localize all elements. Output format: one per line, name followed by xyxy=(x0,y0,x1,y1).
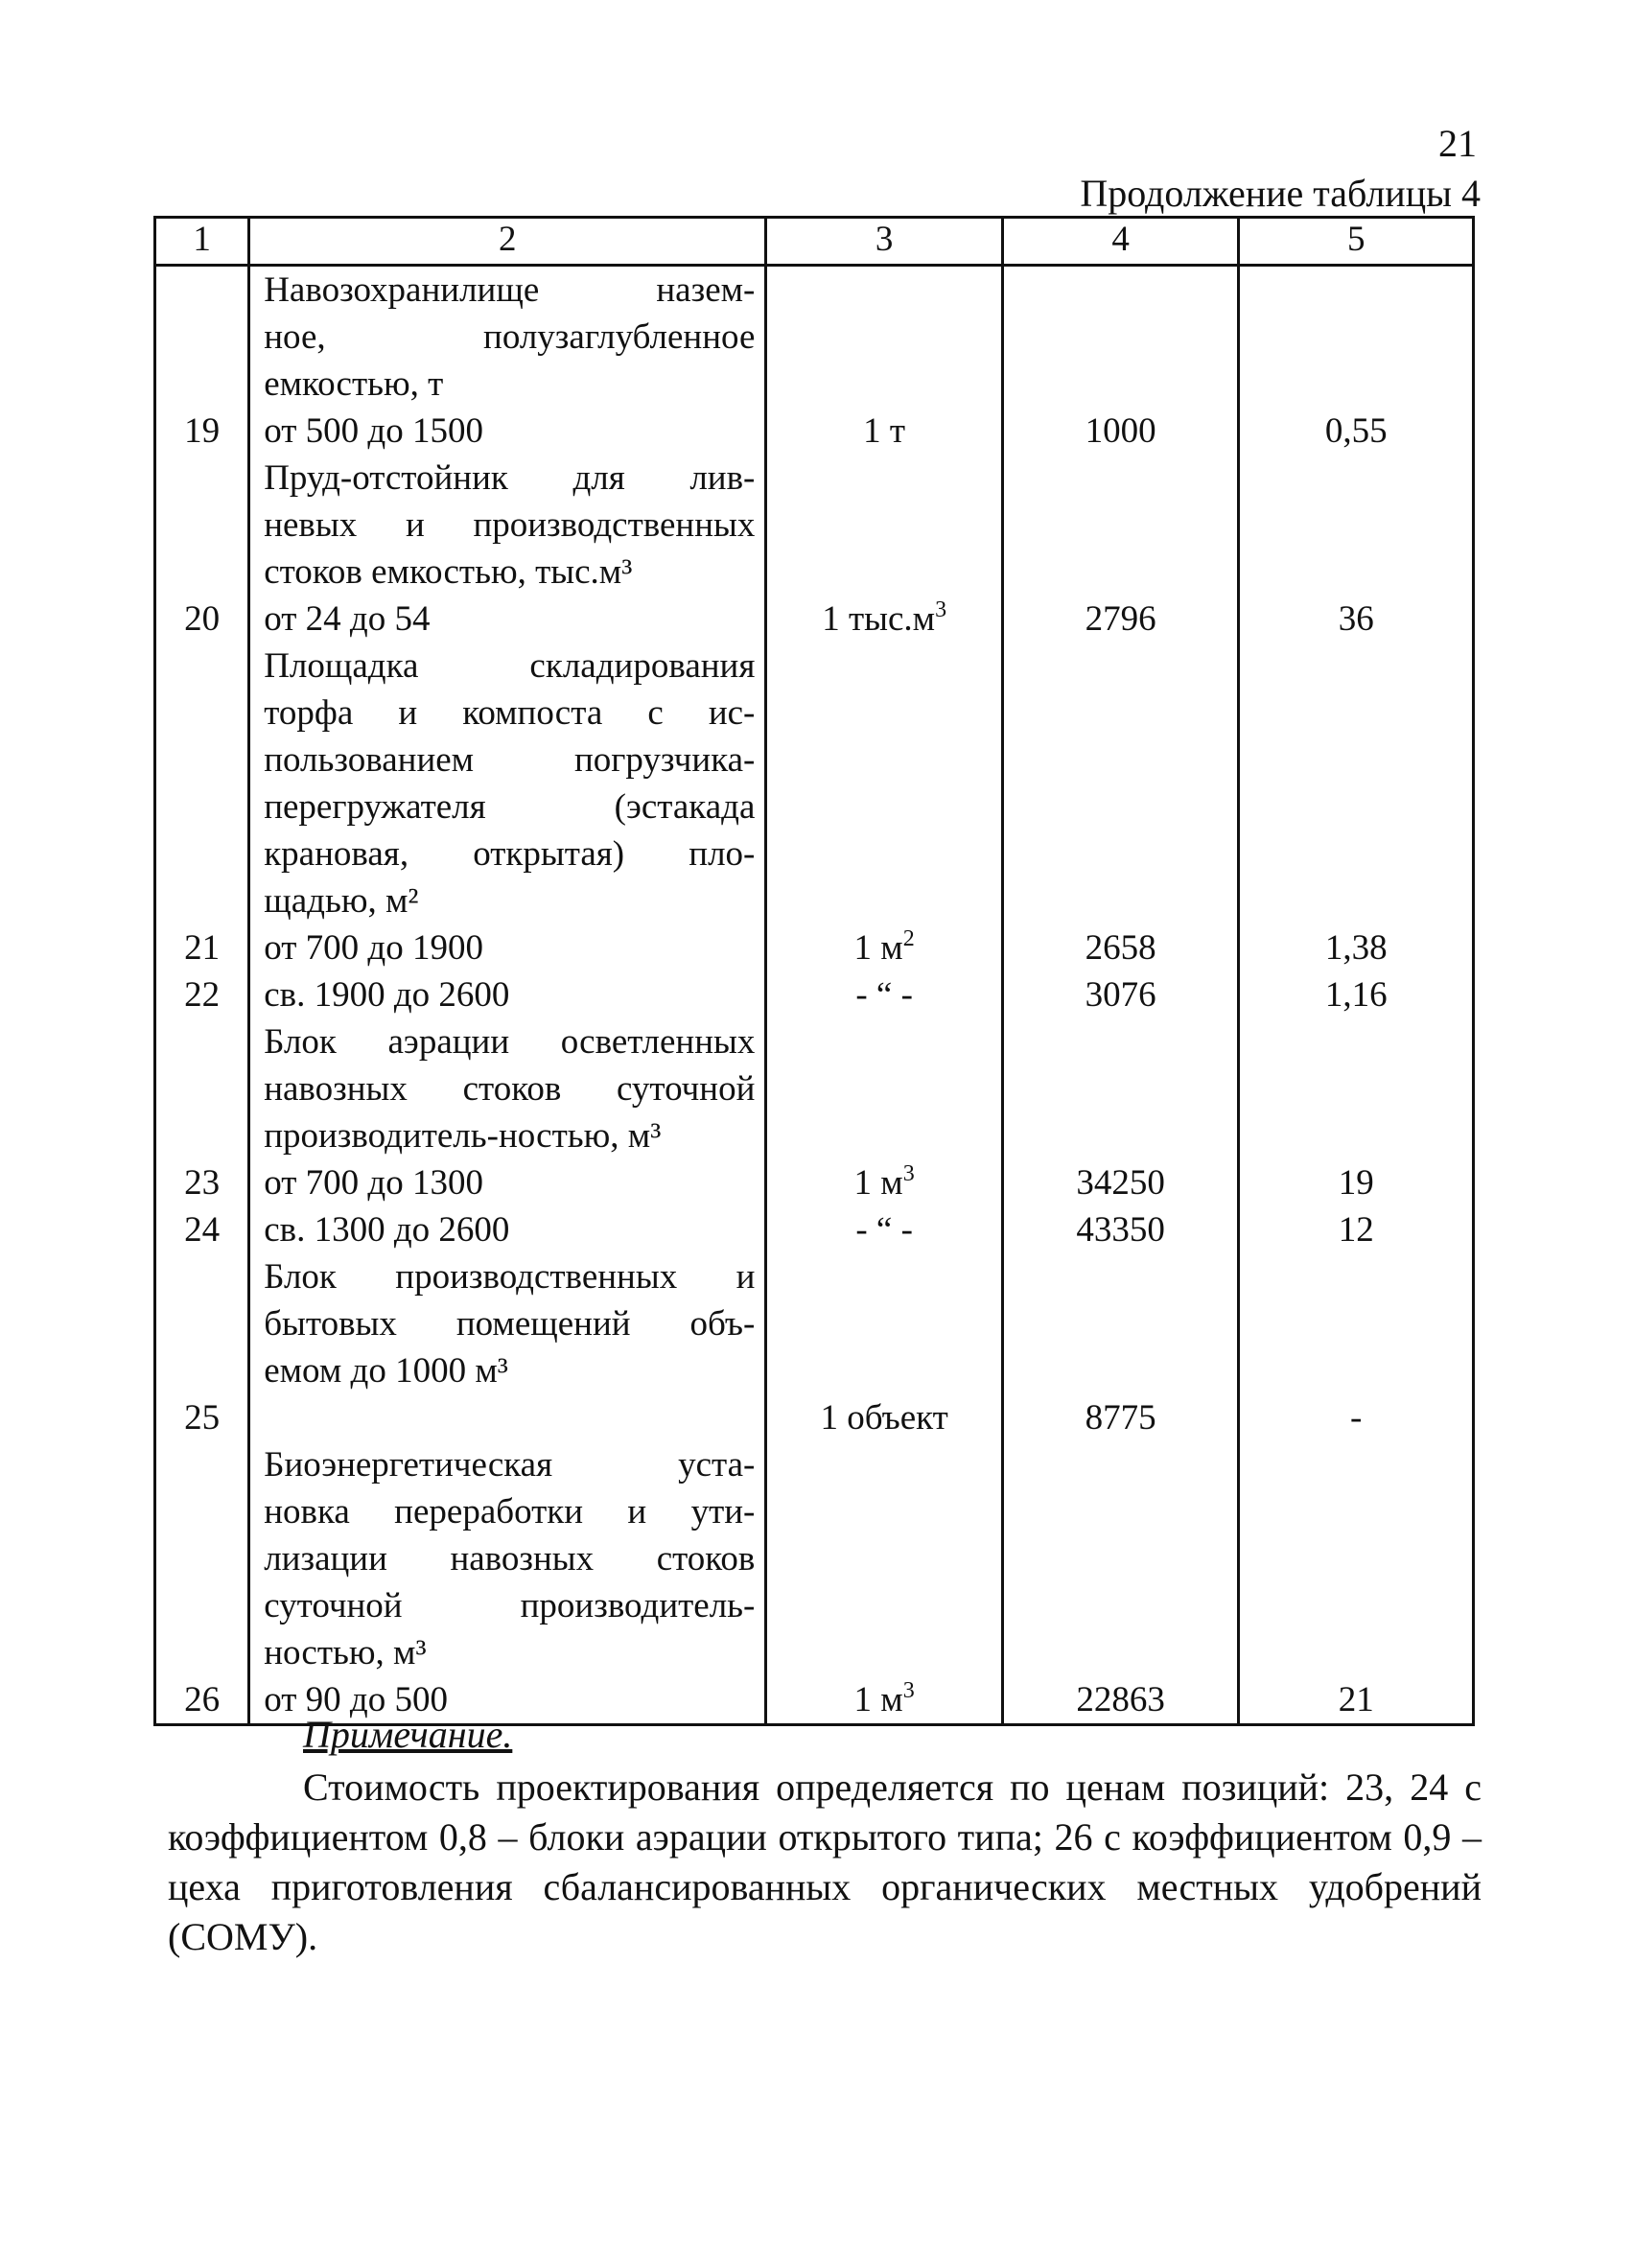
spacer xyxy=(767,314,1001,361)
row-number: 25 xyxy=(184,1398,221,1438)
size-range: от 700 до 1300 xyxy=(264,1163,483,1203)
description-cell xyxy=(249,455,766,643)
spacer xyxy=(156,1629,247,1676)
description-line: бытовых помещений объ- xyxy=(264,1304,756,1344)
spacer xyxy=(767,502,1001,549)
page-number: 21 xyxy=(1438,122,1477,165)
spacer xyxy=(1240,1065,1472,1112)
description-cell xyxy=(249,1441,766,1725)
row-number: 20 xyxy=(184,599,221,639)
unit-cell xyxy=(766,1206,1003,1253)
spacer xyxy=(1240,267,1472,314)
base-price-cell xyxy=(1002,1253,1239,1441)
spacer xyxy=(1240,455,1472,502)
spacer xyxy=(156,1347,247,1394)
unit-price-value: 12 xyxy=(1338,1210,1374,1250)
spacer xyxy=(767,1253,1001,1300)
column-header: 4 xyxy=(1002,218,1239,266)
description-cell xyxy=(249,643,766,971)
unit-value xyxy=(767,1394,1001,1441)
spacer xyxy=(156,643,247,690)
description-cell xyxy=(249,971,766,1018)
spacer xyxy=(156,314,247,361)
description-cell xyxy=(249,266,766,456)
spacer xyxy=(156,877,247,924)
spacer xyxy=(1240,314,1472,361)
base-price-value: 22863 xyxy=(1076,1680,1165,1719)
column-header: 5 xyxy=(1239,218,1474,266)
table-header-row xyxy=(155,218,1474,266)
spacer xyxy=(1004,783,1238,830)
base-price-cell xyxy=(1002,1441,1239,1725)
note-text: Стоимость проектирования определяется по ценам позиций: 23, 24 с коэффициентом 0,8 – блоки аэрации открытого типа; 26 с коэффициентом 0,9 – цеха приготовления сбалансированных органических местных удобрений (СОМУ). xyxy=(168,1765,1482,1958)
table-row xyxy=(155,643,1474,971)
unit-price-cell xyxy=(1239,266,1474,456)
unit-exponent: 2 xyxy=(902,926,915,951)
table-row xyxy=(155,266,1474,456)
unit-price-value: 1,38 xyxy=(1324,928,1388,968)
description-line: навозных стоков суточной xyxy=(264,1069,756,1109)
unit-text: 1 т xyxy=(863,411,906,451)
row-number: 23 xyxy=(184,1163,221,1203)
spacer xyxy=(1240,737,1472,783)
row-number-cell xyxy=(155,1206,249,1253)
spacer xyxy=(1004,643,1238,690)
spacer xyxy=(1240,1347,1472,1394)
spacer xyxy=(767,690,1001,737)
unit-cell xyxy=(766,266,1003,456)
row-number-cell xyxy=(155,1253,249,1441)
description-line: перегружателя (эстакада xyxy=(264,787,756,827)
spacer xyxy=(767,783,1001,830)
description-cell xyxy=(249,1018,766,1206)
description-line: крановая, открытая) пло- xyxy=(264,834,756,874)
row-number-cell xyxy=(155,971,249,1018)
size-range: от 700 до 1900 xyxy=(264,928,483,968)
spacer xyxy=(767,1300,1001,1347)
spacer xyxy=(1240,1018,1472,1065)
spacer xyxy=(767,267,1001,314)
unit-text: 1 м xyxy=(853,1680,903,1719)
row-number-cell xyxy=(155,455,249,643)
spacer xyxy=(156,690,247,737)
description-line: ное, полузаглубленное xyxy=(264,317,756,357)
table-row xyxy=(155,971,1474,1018)
unit-price-cell xyxy=(1239,455,1474,643)
spacer xyxy=(1004,267,1238,314)
spacer xyxy=(1240,1582,1472,1629)
spacer xyxy=(767,549,1001,596)
unit-price-value: 1,16 xyxy=(1324,975,1388,1015)
spacer xyxy=(1240,1300,1472,1347)
base-price-value: 2658 xyxy=(1085,928,1156,968)
unit-price-value: - xyxy=(1350,1398,1363,1438)
size-range: от 24 до 54 xyxy=(264,599,431,639)
spacer xyxy=(767,1582,1001,1629)
row-number: 26 xyxy=(184,1680,221,1719)
description-line: торфа и компоста с ис- xyxy=(264,693,756,733)
spacer xyxy=(1240,643,1472,690)
unit-price-cell xyxy=(1239,971,1474,1018)
spacer xyxy=(767,1441,1001,1488)
base-price-value: 8775 xyxy=(1085,1398,1156,1438)
cost-table xyxy=(153,216,1475,1726)
description-line: Площадка складирования xyxy=(264,646,756,686)
description-line: ностью, м³ xyxy=(264,1633,427,1672)
spacer xyxy=(1240,1253,1472,1300)
row-number-cell xyxy=(155,266,249,456)
spacer xyxy=(767,1535,1001,1582)
spacer xyxy=(767,1347,1001,1394)
spacer xyxy=(156,361,247,408)
base-price-value: 3076 xyxy=(1085,975,1156,1015)
description-line: стоков емкостью, тыс.м³ xyxy=(264,552,633,592)
spacer xyxy=(1240,783,1472,830)
unit-text: 1 м xyxy=(853,928,903,968)
size-range: от 500 до 1500 xyxy=(264,411,483,451)
spacer xyxy=(767,643,1001,690)
unit-cell xyxy=(766,643,1003,971)
row-number: 21 xyxy=(184,928,221,968)
base-price-value: 1000 xyxy=(1085,411,1156,451)
description-line: суточной производитель- xyxy=(264,1586,756,1625)
unit-price-cell xyxy=(1239,1253,1474,1441)
spacer xyxy=(1004,877,1238,924)
spacer xyxy=(1240,830,1472,877)
spacer xyxy=(156,502,247,549)
spacer xyxy=(1004,830,1238,877)
spacer xyxy=(156,455,247,502)
unit-value xyxy=(767,924,1001,971)
unit-exponent: 3 xyxy=(902,1161,915,1186)
unit-value xyxy=(767,1206,1001,1253)
description-cell xyxy=(249,1206,766,1253)
spacer xyxy=(1004,1535,1238,1582)
spacer xyxy=(156,1300,247,1347)
spacer xyxy=(767,1629,1001,1676)
unit-cell xyxy=(766,1253,1003,1441)
spacer xyxy=(156,1488,247,1535)
column-header: 3 xyxy=(766,218,1003,266)
unit-price-value: 21 xyxy=(1338,1680,1374,1719)
table-row xyxy=(155,1441,1474,1725)
spacer xyxy=(1240,1629,1472,1676)
spacer xyxy=(156,1535,247,1582)
spacer xyxy=(156,783,247,830)
size-range: св. 1300 до 2600 xyxy=(264,1210,510,1250)
spacer xyxy=(1004,1300,1238,1347)
unit-exponent: 3 xyxy=(902,1678,915,1703)
spacer xyxy=(1240,361,1472,408)
spacer xyxy=(767,737,1001,783)
unit-value xyxy=(767,408,1001,455)
unit-value xyxy=(767,1159,1001,1206)
base-price-value: 43350 xyxy=(1076,1210,1165,1250)
spacer xyxy=(1004,1018,1238,1065)
spacer xyxy=(767,361,1001,408)
unit-text: 1 м xyxy=(853,1163,903,1203)
description-line: Навозохранилище назем- xyxy=(264,270,756,310)
description-line: производитель-ностью, м³ xyxy=(264,1116,662,1156)
spacer xyxy=(1004,455,1238,502)
spacer xyxy=(1240,1535,1472,1582)
base-price-cell xyxy=(1002,1018,1239,1206)
base-price-value: 34250 xyxy=(1076,1163,1165,1203)
unit-text: - “ - xyxy=(855,1210,913,1250)
table-row xyxy=(155,1018,1474,1206)
description-line: Пруд-отстойник для лив- xyxy=(264,458,756,498)
spacer xyxy=(1004,361,1238,408)
unit-price-value: 19 xyxy=(1338,1163,1374,1203)
spacer xyxy=(156,1582,247,1629)
base-price-cell xyxy=(1002,643,1239,971)
spacer xyxy=(1004,1112,1238,1159)
unit-price-cell xyxy=(1239,1018,1474,1206)
spacer xyxy=(156,549,247,596)
unit-value xyxy=(767,596,1001,643)
spacer xyxy=(1004,1629,1238,1676)
spacer xyxy=(1004,1065,1238,1112)
spacer xyxy=(767,1112,1001,1159)
description-line: Блок аэрации осветленных xyxy=(264,1022,756,1062)
description-cell xyxy=(249,1253,766,1441)
spacer xyxy=(1240,1441,1472,1488)
size-range: св. 1900 до 2600 xyxy=(264,975,510,1015)
unit-price-cell xyxy=(1239,1441,1474,1725)
size-range: от 90 до 500 xyxy=(264,1680,448,1719)
description-line: Блок производственных и xyxy=(264,1257,756,1297)
description-line: емом до 1000 м³ xyxy=(264,1351,508,1391)
spacer xyxy=(1004,1347,1238,1394)
column-header: 2 xyxy=(249,218,766,266)
unit-price-cell xyxy=(1239,1206,1474,1253)
table-row xyxy=(155,1206,1474,1253)
spacer xyxy=(1004,1488,1238,1535)
spacer xyxy=(1240,877,1472,924)
spacer xyxy=(156,1112,247,1159)
row-number: 24 xyxy=(184,1210,221,1250)
description-line: невых и производственных xyxy=(264,505,756,545)
unit-value xyxy=(767,971,1001,1018)
row-number: 22 xyxy=(184,975,221,1015)
spacer xyxy=(767,1065,1001,1112)
spacer xyxy=(1004,737,1238,783)
spacer xyxy=(1004,502,1238,549)
unit-text: 1 тыс.м xyxy=(822,599,936,639)
spacer xyxy=(767,877,1001,924)
row-number: 19 xyxy=(184,411,221,451)
spacer xyxy=(156,1018,247,1065)
spacer xyxy=(156,737,247,783)
unit-cell xyxy=(766,1441,1003,1725)
row-number-cell xyxy=(155,1441,249,1725)
spacer xyxy=(1004,549,1238,596)
base-price-cell xyxy=(1002,455,1239,643)
description-line: новка переработки и ути- xyxy=(264,1492,756,1531)
note-title: Примечание. xyxy=(303,1713,513,1756)
row-number-cell xyxy=(155,643,249,971)
unit-cell xyxy=(766,971,1003,1018)
unit-text: 1 объект xyxy=(820,1398,948,1438)
description-line: Биоэнергетическая уста- xyxy=(264,1445,756,1485)
spacer xyxy=(767,1018,1001,1065)
table-row xyxy=(155,455,1474,643)
spacer xyxy=(1004,690,1238,737)
spacer xyxy=(1240,549,1472,596)
spacer xyxy=(156,1441,247,1488)
spacer xyxy=(156,1065,247,1112)
spacer xyxy=(156,830,247,877)
description-line: щадью, м² xyxy=(264,881,419,921)
description-line: пользованием погрузчика- xyxy=(264,740,756,780)
spacer xyxy=(1240,1112,1472,1159)
spacer xyxy=(156,1253,247,1300)
spacer xyxy=(1004,1582,1238,1629)
spacer xyxy=(1004,1441,1238,1488)
description-line: емкостью, т xyxy=(264,364,444,404)
spacer xyxy=(767,455,1001,502)
spacer xyxy=(1240,502,1472,549)
unit-price-value: 0,55 xyxy=(1324,411,1388,451)
spacer xyxy=(1240,690,1472,737)
base-price-cell xyxy=(1002,266,1239,456)
base-price-cell xyxy=(1002,971,1239,1018)
spacer xyxy=(767,830,1001,877)
base-price-value: 2796 xyxy=(1085,599,1156,639)
unit-value xyxy=(767,1676,1001,1723)
spacer xyxy=(1240,1488,1472,1535)
spacer xyxy=(767,1488,1001,1535)
unit-exponent: 3 xyxy=(935,597,947,622)
unit-price-value: 36 xyxy=(1338,599,1374,639)
description-line: лизации навозных стоков xyxy=(264,1539,756,1578)
column-header: 1 xyxy=(155,218,249,266)
unit-cell xyxy=(766,1018,1003,1206)
spacer xyxy=(1004,314,1238,361)
table-row xyxy=(155,1253,1474,1441)
table-continuation-label: Продолжение таблицы 4 xyxy=(1080,172,1481,215)
unit-price-cell xyxy=(1239,643,1474,971)
unit-cell xyxy=(766,455,1003,643)
spacer xyxy=(1004,1253,1238,1300)
row-number-cell xyxy=(155,1018,249,1206)
spacer xyxy=(156,267,247,314)
unit-text: - “ - xyxy=(855,975,913,1015)
base-price-cell xyxy=(1002,1206,1239,1253)
